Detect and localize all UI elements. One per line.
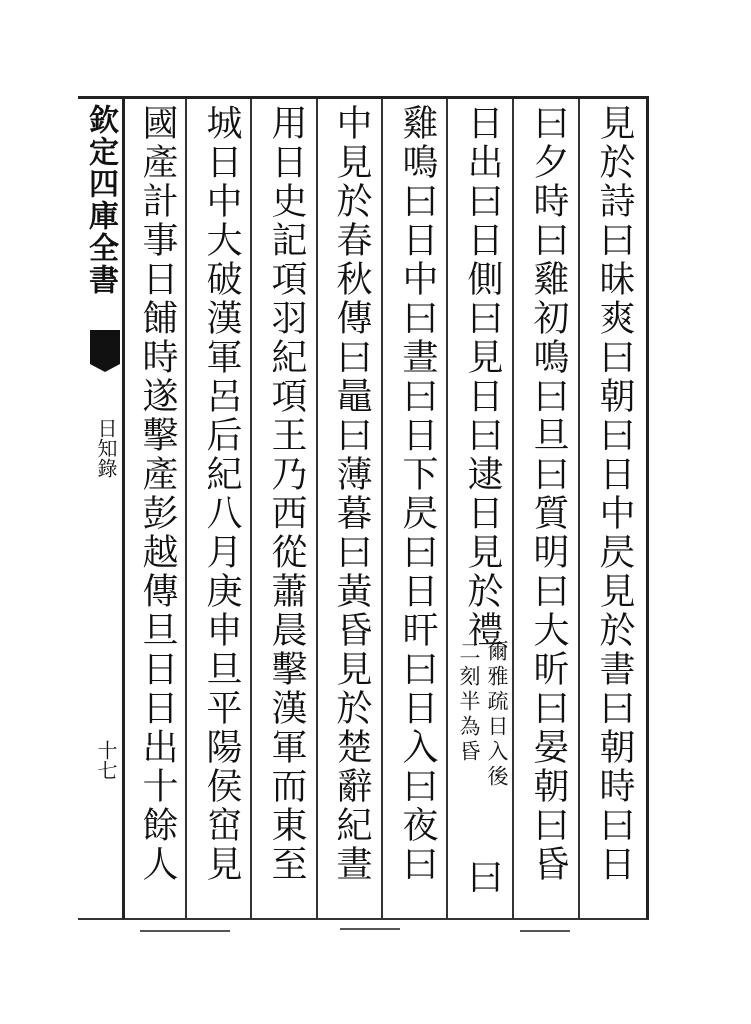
commentary-note-left: 二刻半為昏 — [457, 640, 481, 765]
book-title: 日知錄 — [94, 418, 118, 478]
right-frame-line — [646, 96, 649, 919]
left-frame-line — [122, 96, 125, 919]
text-column-5: 中見於春秋傳曰鼂曰薄暮曰黃昏見於楚辭紀晝 — [331, 104, 372, 884]
text-column-4: 雞鳴曰日中曰晝曰日下昃曰日旰曰日入曰夜曰 — [397, 104, 438, 884]
scan-artifact — [140, 930, 230, 932]
top-border-rule — [78, 96, 649, 99]
scan-artifact — [520, 930, 570, 932]
commentary-note — [453, 640, 511, 840]
page-number: 十七 — [94, 740, 118, 780]
text-column-7: 城日中大破漢軍呂后紀八月庚申旦平陽侯窋見 — [201, 104, 242, 884]
column-divider — [446, 99, 448, 918]
text-column-3-main: 日出曰日側曰見日曰逮日見於禮 — [462, 104, 503, 650]
column-divider — [578, 99, 580, 918]
column-divider — [316, 99, 318, 918]
scan-artifact — [340, 928, 400, 930]
column-divider — [512, 99, 514, 918]
text-column-3-tail: 曰 — [462, 858, 503, 894]
fishtail-mark-icon — [90, 330, 120, 364]
commentary-note-right: 爾雅疏日入後 — [485, 640, 509, 790]
collection-title: 欽定四庫全書 — [83, 104, 118, 296]
text-column-6: 用日史記項羽紀項王乃西從蕭晨擊漢軍而東至 — [266, 104, 307, 884]
text-column-2: 曰夕時曰雞初鳴曰旦曰質明曰大昕曰晏朝曰昏 — [528, 104, 569, 884]
text-column-1: 見於詩曰昧爽曰朝曰日中昃見於書曰朝時曰日 — [594, 104, 635, 884]
text-column-8: 國產計事日餔時遂擊產彭越傳旦日日出十餘人 — [137, 104, 178, 884]
bottom-border-rule — [78, 918, 649, 920]
column-divider — [381, 99, 383, 918]
column-divider — [250, 99, 252, 918]
